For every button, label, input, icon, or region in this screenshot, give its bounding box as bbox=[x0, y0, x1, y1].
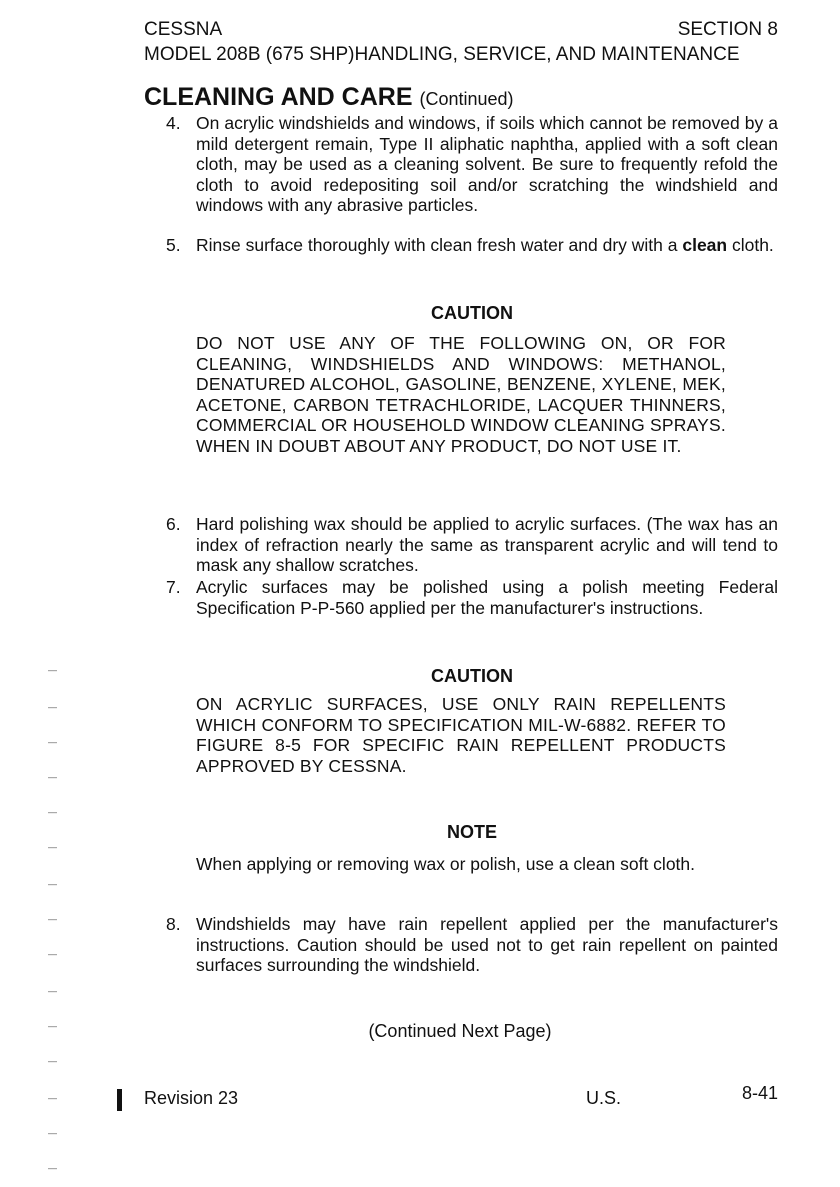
note-heading: NOTE bbox=[446, 822, 497, 842]
footer-revision: Revision 23 bbox=[144, 1088, 239, 1108]
scan-mark: — bbox=[48, 807, 57, 817]
section-title-suffix: (Continued) bbox=[419, 89, 514, 109]
revision-bar bbox=[117, 1089, 122, 1111]
scan-mark: — bbox=[48, 949, 57, 959]
scan-mark: — bbox=[48, 737, 57, 747]
caution-heading: CAUTION bbox=[431, 666, 513, 686]
list-item bbox=[166, 235, 778, 256]
scan-mark: — bbox=[48, 986, 57, 996]
scan-mark: — bbox=[48, 1128, 57, 1138]
section-title bbox=[144, 82, 514, 114]
item-number: 8. bbox=[166, 914, 181, 934]
scan-mark: — bbox=[48, 879, 57, 889]
scan-mark: — bbox=[48, 1056, 57, 1066]
item-text-part: cloth. bbox=[727, 235, 774, 255]
section-title-text: CLEANING AND CARE bbox=[144, 83, 413, 111]
scan-mark: — bbox=[48, 1093, 57, 1103]
scan-mark: — bbox=[48, 772, 57, 782]
item-text-bold: clean bbox=[682, 235, 728, 255]
scan-mark: — bbox=[48, 1163, 57, 1173]
note-text: When applying or removing wax or polish, use a clean soft cloth. bbox=[196, 854, 696, 874]
item-number: 5. bbox=[166, 235, 181, 255]
header-model: MODEL 208B (675 SHP)HANDLING, SERVICE, AND MAINTENANCE bbox=[144, 44, 740, 65]
list-item bbox=[166, 514, 778, 576]
caution-text: ON ACRYLIC SURFACES, USE ONLY RAIN REPELLENTS WHICH CONFORM TO SPECIFICATION MIL-W-6882. REFER TO FIGURE 8-5 FOR SPECIFIC RAIN REPELLENT PRODUCTS APPROVED BY CESSNA. bbox=[196, 694, 726, 776]
scan-mark: — bbox=[48, 665, 57, 675]
footer-region: U.S. bbox=[586, 1088, 622, 1108]
scan-mark: — bbox=[48, 842, 57, 852]
item-number: 6. bbox=[166, 514, 181, 534]
item-text: Acrylic surfaces may be polished using a polish meeting Federal Specification P-P-560 applied per the manufacturer's instructions. bbox=[196, 577, 778, 618]
continued-note: (Continued Next Page) bbox=[368, 1021, 552, 1041]
list-item bbox=[166, 914, 778, 976]
item-number: 7. bbox=[166, 577, 181, 597]
item-text-part: Rinse surface thoroughly with clean fresh water and dry with a bbox=[196, 235, 683, 255]
item-number: 4. bbox=[166, 113, 181, 133]
scan-mark: — bbox=[48, 914, 57, 924]
item-text: On acrylic windshields and windows, if soils which cannot be removed by a mild detergent remain, Type II aliphatic naphtha, applied with a soft clean cloth, may be used as a cleaning solvent. Be sure to frequently refold the cloth to avoid redepositing soil and/or scratching the windshield and windows with any abrasive particles. bbox=[196, 113, 778, 216]
scan-mark: — bbox=[48, 702, 57, 712]
footer-page-number: 8-41 bbox=[741, 1083, 778, 1103]
caution-heading: CAUTION bbox=[431, 303, 513, 323]
item-text bbox=[196, 235, 778, 256]
item-text: Hard polishing wax should be applied to acrylic surfaces. (The wax has an index of refraction nearly the same as transparent acrylic and will tend to mask any shallow scratches. bbox=[196, 514, 778, 576]
scan-mark: — bbox=[48, 1021, 57, 1031]
header-section: SECTION 8 bbox=[677, 19, 778, 40]
caution-text: DO NOT USE ANY OF THE FOLLOWING ON, OR FOR CLEANING, WINDSHIELDS AND WINDOWS: METHANOL, DENATURED ALCOHOL, GASOLINE, BENZENE, XYLENE, MEK, ACETONE, CARBON TETRACHLORIDE, LACQUER THINNERS, COMMERCIAL OR HOUSEHOLD WINDOW CLEANING SPRAYS. WHEN IN DOUBT ABOUT ANY PRODUCT, DO NOT USE IT. bbox=[196, 333, 726, 456]
list-item bbox=[166, 113, 778, 216]
list-item bbox=[166, 577, 778, 618]
header-manufacturer: CESSNA bbox=[144, 19, 223, 40]
item-text: Windshields may have rain repellent applied per the manufacturer's instructions. Caution should be used not to get rain repellent on painted surfaces surrounding the windshield. bbox=[196, 914, 778, 976]
